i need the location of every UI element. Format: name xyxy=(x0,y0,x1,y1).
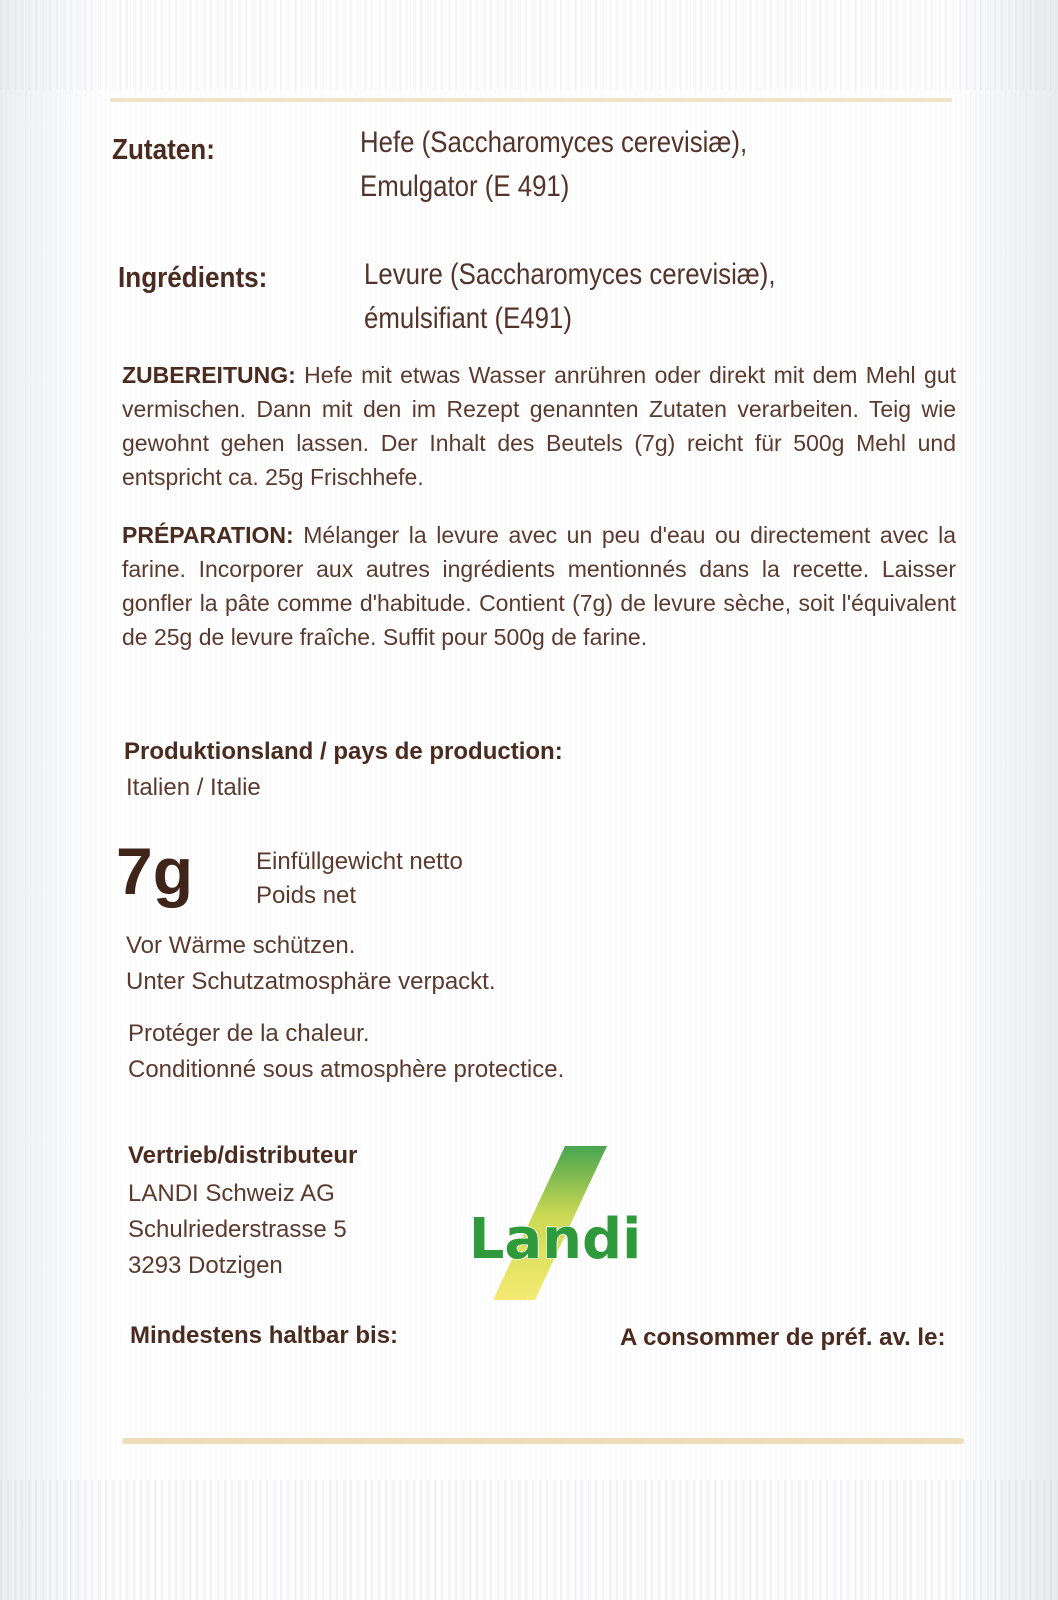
best-before-de-label: Mindestens haltbar bis: xyxy=(130,1322,399,1349)
preparation-fr-text: Mélanger la levure avec un peu d'eau ou directement avec la farine. Incorporer aux autres ingrédients mentionnés dans la recette. Laisser gonfler la pâte comme d'habitude. Contient (7g) de levure sèche, soit l'équivalent de 25g de levure fraîche. Suffit pour 500g de farine. xyxy=(122,522,957,650)
preparation-de-text: Hefe mit etwas Wasser anrühren oder direkt mit dem Mehl gut vermischen. Dann mit den im Rezept genannten Zutaten verarbeiten. Teig wie gewohnt gehen lassen. Der Inhalt des Beutels (7g) reicht für 500g Mehl und entspricht ca. 25g Frischhefe. xyxy=(122,362,956,490)
storage-de-line-2: Unter Schutzatmosphäre verpackt. xyxy=(126,968,496,995)
top-seal-crimp xyxy=(0,0,1058,90)
distributor-street: Schulriederstrasse 5 xyxy=(128,1216,347,1243)
net-weight-fr-label: Poids net xyxy=(256,882,357,909)
best-before-fr-label: A consommer de préf. av. le: xyxy=(620,1324,946,1351)
net-weight-de-label: Einfüllgewicht netto xyxy=(256,848,463,875)
top-rule xyxy=(110,98,952,102)
landi-logo-wordmark: Landi xyxy=(468,1207,642,1272)
preparation-fr xyxy=(122,518,956,654)
distributor-name: LANDI Schweiz AG xyxy=(128,1180,335,1207)
bottom-rule xyxy=(122,1438,964,1444)
storage-fr-line-2: Conditionné sous atmosphère protectice. xyxy=(128,1056,565,1083)
bottom-seal-crimp xyxy=(0,1480,1058,1600)
net-weight-value: 7g xyxy=(116,834,194,908)
storage-de-line-1: Vor Wärme schützen. xyxy=(126,932,356,959)
ingredients-de-line-2: Emulgator (E 491) xyxy=(360,170,570,203)
landi-logo xyxy=(455,1140,655,1310)
preparation-de-label: ZUBEREITUNG: xyxy=(122,362,296,388)
ingredients-fr-label: Ingrédients: xyxy=(118,262,268,294)
storage-fr-line-1: Protéger de la chaleur. xyxy=(128,1020,370,1047)
ingredients-fr-line-2: émulsifiant (E491) xyxy=(364,302,572,335)
ingredients-de-line-1: Hefe (Saccharomyces cerevisiæ), xyxy=(360,126,748,159)
distributor-label: Vertrieb/distributeur xyxy=(128,1142,358,1169)
distributor-city: 3293 Dotzigen xyxy=(128,1252,283,1279)
ingredients-fr-line-1: Levure (Saccharomyces cerevisiæ), xyxy=(364,258,776,291)
preparation-fr-label: PRÉPARATION: xyxy=(122,522,294,548)
origin-label: Produktionsland / pays de production: xyxy=(124,738,563,765)
origin-value: Italien / Italie xyxy=(126,774,261,801)
ingredients-de-label: Zutaten: xyxy=(112,134,215,166)
preparation-de xyxy=(122,358,956,494)
